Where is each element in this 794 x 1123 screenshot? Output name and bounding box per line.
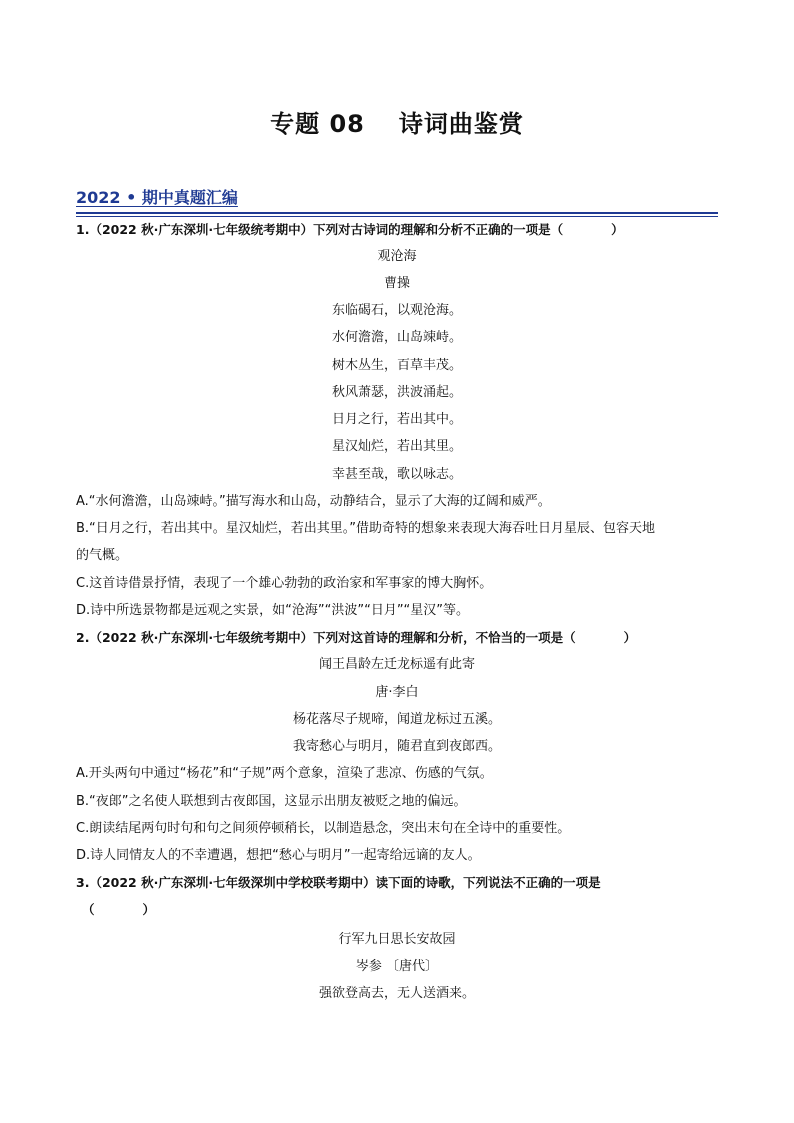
q1-poem-line: 幸甚至哉，歌以咏志。	[331, 467, 462, 482]
q2-option-d: D.诗人同情友人的不幸遭遇，想把“愁心与明月”一起寄给远谪的友人。	[76, 848, 481, 863]
q3-poem-author: 岑参 〔唐代〕	[355, 959, 439, 974]
q1-poem-line: 秋风萧瑟，洪波涌起。	[331, 385, 462, 400]
question-2-stem: 2.（2022 秋·广东深圳·七年级统考期中）下列对这首诗的理解和分析，不恰当的一项是（ ）	[76, 630, 637, 645]
page-title	[0, 104, 794, 139]
q2-poem-author: 唐·李白	[375, 685, 419, 700]
section-divider-thick	[76, 212, 718, 214]
q1-option-a: A.“水何澹澹，山岛竦峙。”描写海水和山岛，动静结合，显示了大海的辽阔和威严。	[76, 494, 551, 509]
question-3-answer-bracket: （ ）	[82, 902, 156, 917]
q1-poem-line: 东临碣石，以观沧海。	[331, 303, 462, 318]
section-divider-thin	[76, 216, 718, 217]
q1-poem-line: 树木丛生，百草丰茂。	[331, 358, 462, 373]
q1-option-c: C.这首诗借景抒情，表现了一个雄心勃勃的政治家和军事家的博大胸怀。	[76, 576, 493, 591]
q3-poem-title: 行军九日思长安故园	[338, 932, 456, 947]
question-3-stem: 3.（2022 秋·广东深圳·七年级深圳中学校联考期中）读下面的诗歌，下列说法不正确的一项是	[76, 875, 601, 890]
q1-poem-author: 曹操	[383, 276, 410, 291]
title-part-topic: 专题 08	[270, 110, 365, 138]
q1-option-d: D.诗中所选景物都是远观之实景，如“沧海”“洪波”“日月”“星汉”等。	[76, 603, 470, 618]
q1-option-b-continued: 的气概。	[76, 548, 129, 563]
q2-option-c: C.朗读结尾两句时句和句之间须停顿稍长，以制造悬念，突出末句在全诗中的重要性。	[76, 821, 571, 836]
q2-poem-title: 闻王昌龄左迁龙标遥有此寄	[318, 657, 475, 672]
question-1-stem: 1.（2022 秋·广东深圳·七年级统考期中）下列对古诗词的理解和分析不正确的一项是（ ）	[76, 222, 624, 237]
section-title: 2022 • 期中真题汇编	[76, 188, 238, 207]
q1-poem-line: 水何澹澹，山岛竦峙。	[331, 330, 462, 345]
q1-option-b: B.“日月之行，若出其中。星汉灿烂，若出其里。”借助奇特的想象来表现大海吞吐日月星辰、包容天地	[76, 521, 656, 536]
q1-poem-title: 观沧海	[377, 249, 417, 264]
q2-poem-line: 我寄愁心与明月，随君直到夜郎西。	[292, 739, 501, 754]
q2-option-b: B.“夜郎”之名使人联想到古夜郎国，这显示出朋友被贬之地的偏远。	[76, 794, 467, 809]
q1-poem-line: 日月之行，若出其中。	[331, 412, 462, 427]
q3-poem-line: 强欲登高去，无人送酒来。	[318, 986, 475, 1001]
q2-poem-line: 杨花落尽子规啼，闻道龙标过五溪。	[292, 712, 501, 727]
q1-poem-line: 星汉灿烂，若出其里。	[331, 439, 462, 454]
section-header	[76, 185, 718, 217]
title-part-subject: 诗词曲鉴赏	[398, 110, 524, 138]
q2-option-a: A.开头两句中通过“杨花”和“子规”两个意象，渲染了悲凉、伤感的气氛。	[76, 766, 493, 781]
